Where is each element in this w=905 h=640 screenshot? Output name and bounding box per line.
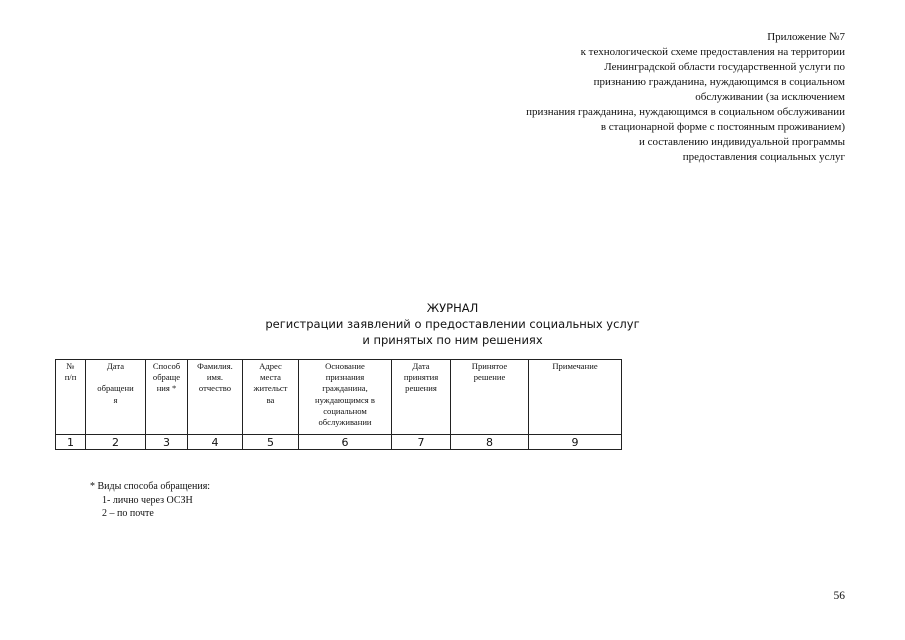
header-basis: Основание признания гражданина, нуждающимся в социальном обслуживании — [299, 360, 392, 435]
header-method: Способ обраще ния * — [146, 360, 188, 435]
appendix-line: признания гражданина, нуждающимся в социальном обслуживании — [526, 106, 845, 118]
appendix-line: в стационарной форме с постоянным проживанием) — [600, 121, 845, 133]
appendix-line: предоставления социальных услуг — [682, 151, 845, 163]
appendix-line: Приложение №7 — [767, 31, 845, 43]
journal-title — [0, 300, 905, 348]
table-row — [56, 435, 622, 450]
header-address: Адрес места жительст ва — [243, 360, 299, 435]
page-number: 56 — [833, 590, 845, 602]
column-number: 4 — [188, 435, 243, 450]
column-number: 3 — [146, 435, 188, 450]
column-number: 2 — [86, 435, 146, 450]
title-subtitle-2: и принятых по ним решениях — [362, 333, 543, 347]
registration-table — [55, 359, 622, 450]
footnote-item: 2 – по почте — [102, 508, 154, 519]
header-notes: Примечание — [529, 360, 622, 435]
column-number: 6 — [299, 435, 392, 450]
appendix-line: Ленинградской области государственной услуги по — [604, 61, 845, 73]
column-number: 7 — [392, 435, 451, 450]
footnote-title: * Виды способа обращения: — [90, 481, 211, 492]
title-main: ЖУРНАЛ — [426, 301, 479, 315]
column-number: 8 — [451, 435, 529, 450]
appendix-header — [425, 30, 845, 165]
header-decision: Принятое решение — [451, 360, 529, 435]
appendix-line: и составлению индивидуальной программы — [638, 136, 845, 148]
column-number: 9 — [529, 435, 622, 450]
header-number: № п/п — [56, 360, 86, 435]
table-header-row — [56, 360, 622, 435]
header-date: Дата обращени я — [86, 360, 146, 435]
appendix-line: признанию гражданина, нуждающимся в социальном — [593, 76, 845, 88]
appendix-line: обслуживании (за исключением — [695, 91, 845, 103]
footnote — [90, 480, 210, 521]
header-decision-date: Дата принятия решения — [392, 360, 451, 435]
column-number: 1 — [56, 435, 86, 450]
column-number: 5 — [243, 435, 299, 450]
title-subtitle: регистрации заявлений о предоставлении социальных услуг — [265, 317, 640, 331]
header-name: Фамилия. имя. отчество — [188, 360, 243, 435]
appendix-line: к технологической схеме предоставления на территории — [580, 46, 845, 58]
footnote-item: 1- лично через ОСЗН — [102, 494, 193, 506]
